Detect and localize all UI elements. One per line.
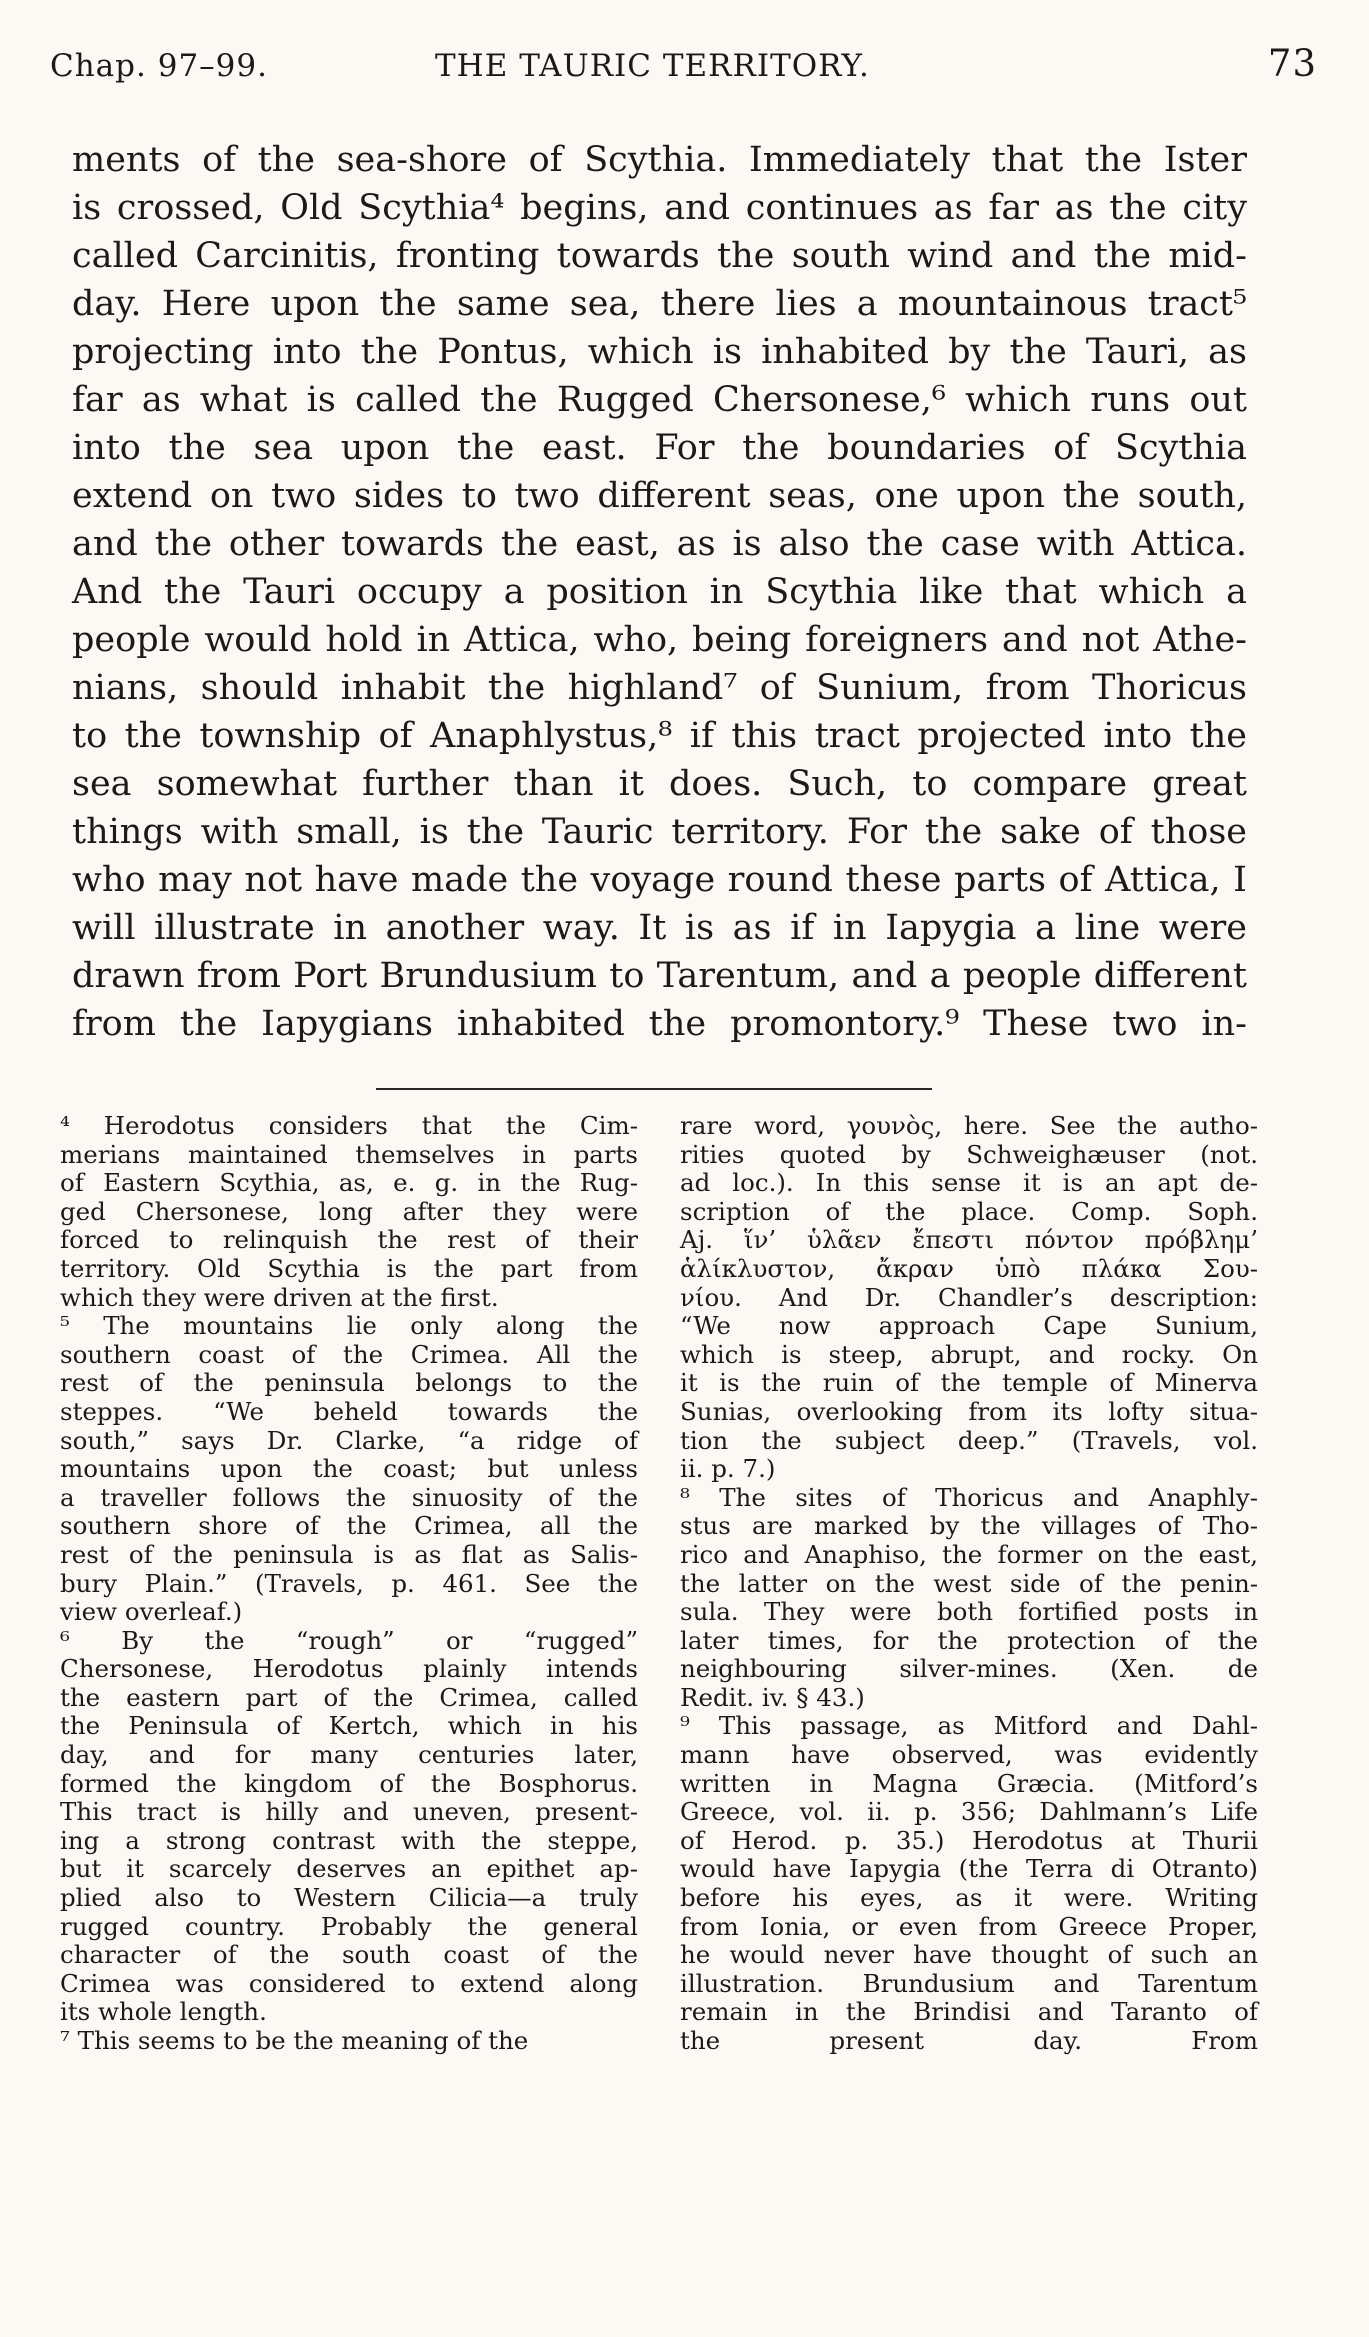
footnotes-left-column [60,1112,638,2056]
footnote-line: view overleaf.) [60,1597,243,1627]
footnote-line: it is the ruin of the temple of Minerva [680,1368,1258,1398]
footnote-line: the present day. From [680,2026,1258,2055]
footnote-line: plied also to Western Cilicia—a truly [60,1883,638,1913]
footnote-line: rugged country. Probably the general [60,1911,638,1941]
footnote-line: ⁹ This passage, as Mitford and Dahl- [680,1711,1258,1741]
text-line: And the Tauri occupy a position in Scythia like that which a [72,572,1247,612]
footnote-line: stus are marked by the villages of Tho- [680,1511,1258,1541]
text-line: people would hold in Attica, who, being foreigners and not Athe- [72,620,1247,660]
footnote-line: neighbouring silver-mines. (Xen. de [680,1654,1258,1684]
text-line: called Carcinitis, fronting towards the south wind and the mid- [72,236,1247,276]
text-line: things with small, is the Tauric territory. For the sake of those [72,812,1247,852]
footnote-line: the eastern part of the Crimea, called [60,1682,638,1712]
footnote-line: Redit. iv. § 43.) [680,1682,865,1712]
footnote-line: bury Plain.” (Travels, p. 461. See the [60,1568,638,1598]
text-line: into the sea upon the east. For the boundaries of Scythia [72,428,1247,468]
footnote-line: territory. Old Scythia is the part from [60,1253,638,1283]
chapter-reference: Chap. 97–99. [50,48,268,84]
text-line: from the Iapygians inhabited the promontory.⁹ These two in- [72,1004,1247,1044]
footnote-line: sula. They were both fortified posts in [680,1597,1258,1627]
page-number: 73 [1267,42,1317,85]
footnote-line: formed the kingdom of the Bosphorus. [60,1768,638,1798]
footnote-line: rest of the peninsula belongs to the [60,1368,638,1398]
footnote-line: rest of the peninsula is as flat as Salis- [60,1539,638,1569]
footnote-line: but it scarcely deserves an epithet ap- [60,1854,638,1884]
footnote-line: from Ionia, or even from Greece Proper, [680,1911,1258,1941]
footnote-line: would have Iapygia (the Terra di Otranto) [680,1854,1258,1884]
text-line: far as what is called the Rugged Chersonese,⁶ which runs out [72,380,1247,420]
footnote-line: Crimea was considered to extend along [60,1968,638,1998]
footnote-line: he would never have thought of such an [680,1940,1258,1970]
footnote-line: which they were driven at the first. [60,1282,499,1312]
footnote-line: later times, for the protection of the [680,1625,1258,1655]
footnote-line: ⁷ This seems to be the meaning of the [60,2026,529,2055]
text-line: is crossed, Old Scythia⁴ begins, and continues as far as the city [72,188,1247,228]
footnote-line: character of the south coast of the [60,1940,638,1970]
text-line: sea somewhat further than it does. Such, to compare great [72,764,1247,804]
footnote-line: “We now approach Cape Sunium, [680,1311,1258,1341]
text-line: drawn from Port Brundusium to Tarentum, and a people different [72,956,1247,996]
text-line: ments of the sea-shore of Scythia. Immediately that the Ister [72,140,1247,180]
footnote-line: day, and for many centuries later, [60,1740,638,1770]
footnote-line: ad loc.). In this sense it is an apt de- [680,1168,1258,1198]
footnotes-right-column [680,1112,1258,2056]
footnote-line: the Peninsula of Kertch, which in his [60,1711,638,1741]
text-line: to the township of Anaphlystus,⁸ if this tract projected into the [72,716,1247,756]
footnote-line: its whole length. [60,1997,267,2027]
footnote-line: mann have observed, was evidently [680,1740,1258,1770]
footnote-line: a traveller follows the sinuosity of the [60,1482,638,1512]
footnote-line: written in Magna Græcia. (Mitford’s [680,1768,1258,1798]
footnote-line: Aj. ἵν’ ὑλᾶεν ἔπεστι πόντον πρόβλημ’ [680,1225,1258,1255]
footnote-line: remain in the Brindisi and Taranto of [680,1997,1258,2027]
footnote-line: Greece, vol. ii. p. 356; Dahlmann’s Life [680,1797,1258,1827]
footnote-line: of Herod. p. 35.) Herodotus at Thurii [680,1825,1258,1855]
footnote-line: illustration. Brundusium and Tarentum [680,1968,1258,1998]
text-line: will illustrate in another way. It is as if in Iapygia a line were [72,908,1247,948]
footnote-line: south,” says Dr. Clarke, “a ridge of [60,1425,638,1455]
footnote-line: forced to relinquish the rest of their [60,1225,638,1255]
footnote-line: mountains upon the coast; but unless [60,1454,638,1484]
text-line: projecting into the Pontus, which is inhabited by the Tauri, as [72,332,1247,372]
footnote-line: the latter on the west side of the penin- [680,1568,1258,1598]
footnote-line: ged Chersonese, long after they were [60,1196,638,1226]
footnote-line: southern shore of the Crimea, all the [60,1511,638,1541]
footnote-line: ⁵ The mountains lie only along the [60,1311,638,1341]
footnote-line: ⁶ By the “rough” or “rugged” [60,1625,638,1655]
running-title: THE TAURIC TERRITORY. [435,48,870,84]
text-line: extend on two sides to two different seas, one upon the south, [72,476,1247,516]
footnote-line: of Eastern Scythia, as, e. g. in the Rug- [60,1168,638,1198]
footnote-line: before his eyes, as it were. Writing [680,1883,1258,1913]
footnote-line: Chersonese, Herodotus plainly intends [60,1654,638,1684]
footnote-line: rities quoted by Schweighæuser (not. [680,1139,1258,1169]
footnote-line: steppes. “We beheld towards the [60,1396,638,1426]
text-line: nians, should inhabit the highland⁷ of Sunium, from Thoricus [72,668,1247,708]
footnote-line: ing a strong contrast with the steppe, [60,1825,638,1855]
footnote-line: which is steep, abrupt, and rocky. On [680,1339,1258,1369]
text-line: who may not have made the voyage round these parts of Attica, I [72,860,1247,900]
footnote-line: νίου. And Dr. Chandler’s description: [680,1282,1258,1312]
footnote-line: ⁸ The sites of Thoricus and Anaphly- [680,1482,1258,1512]
text-line: day. Here upon the same sea, there lies a mountainous tract⁵ [72,284,1247,324]
footnote-line: rico and Anaphiso, the former on the east, [680,1539,1258,1569]
footnote-line: tion the subject deep.” (Travels, vol. [680,1425,1258,1455]
footnote-line: ii. p. 7.) [680,1454,776,1484]
footnote-line: merians maintained themselves in parts [60,1139,638,1169]
running-header [50,42,1317,92]
footnote-line: This tract is hilly and uneven, present- [60,1797,638,1827]
footnote-divider [376,1088,932,1090]
footnote-line: ἁλίκλυστον, ἄκραν ὑπὸ πλάκα Σου- [680,1253,1258,1283]
text-line: and the other towards the east, as is also the case with Attica. [72,524,1247,564]
footnote-line: southern coast of the Crimea. All the [60,1339,638,1369]
footnote-line: ⁴ Herodotus considers that the Cim- [60,1111,638,1140]
footnote-line: Sunias, overlooking from its lofty situa- [680,1396,1258,1426]
footnote-line: scription of the place. Comp. Soph. [680,1196,1258,1226]
footnote-line: rare word, γουνὸς, here. See the autho- [680,1111,1258,1140]
main-text-body [72,136,1247,1048]
